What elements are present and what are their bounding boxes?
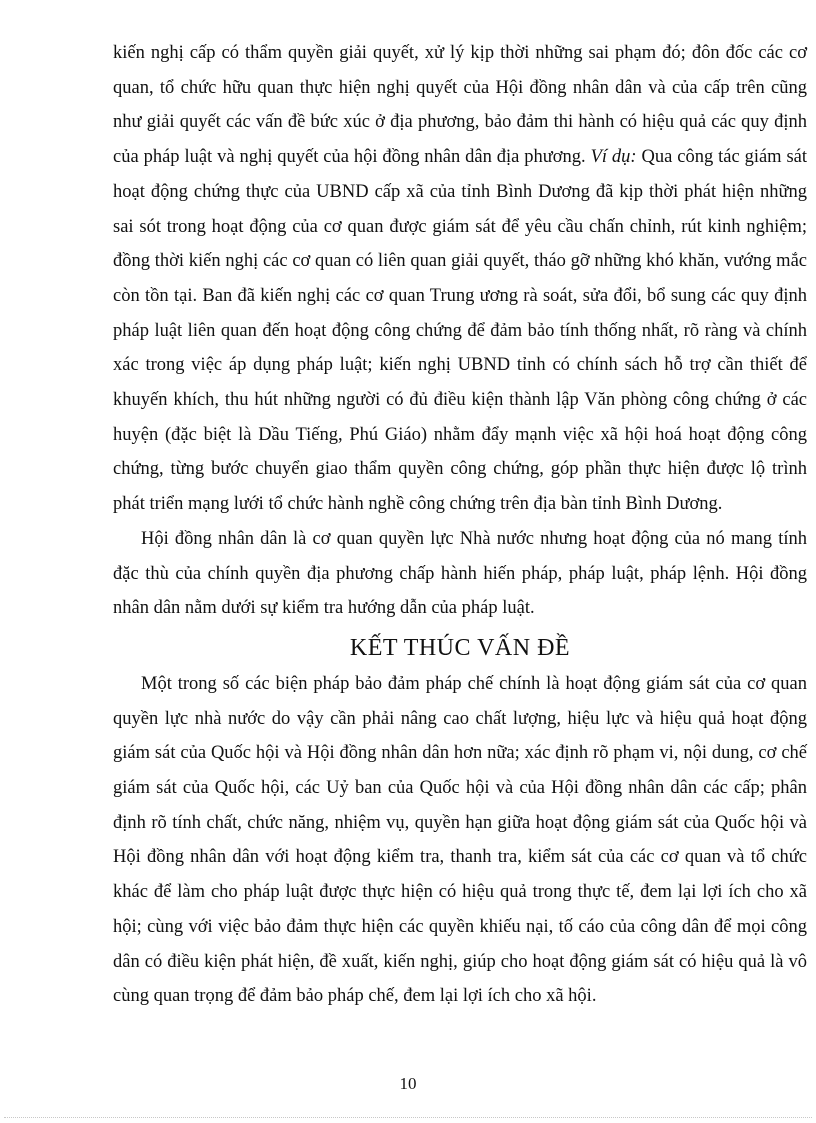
section-heading: KẾT THÚC VẤN ĐỀ	[349, 634, 571, 661]
paragraph-text: Qua công tác giám sát hoạt động chứng thực của UBND cấp xã của tỉnh Bình Dương đã kịp thời phát hiện những sai sót trong hoạt động của cơ quan được giám sát để yêu cầu chấn chỉnh, rút kinh nghiệm; đồng thời kiến nghị các cơ quan có liên quan giải quyết, tháo gỡ những khó khăn, vướng mắc còn tồn tại. Ban đã kiến nghị các cơ quan Trung ương rà soát, sửa đổi, bổ sung các quy định pháp luật liên quan đến hoạt động công chứng để đảm bảo tính thống nhất, rõ ràng và chính xác trong việc áp dụng pháp luật; kiến nghị UBND tỉnh có chính sách hỗ trợ cần thiết để khuyến khích, thu hút những người có đủ điều kiện thành lập Văn phòng công chứng ở các huyện (đặc biệt là Dầu Tiếng, Phú Giáo) nhằm đẩy mạnh việc xã hội hoá hoạt động công chứng, từng bước chuyển giao thẩm quyền công chứng, góp phần thực hiện được lộ trình phát triển mạng lưới tổ chức hành nghề công chứng trên địa bàn tỉnh Bình Dương.	[113, 147, 808, 515]
page-bottom-divider	[4, 1117, 812, 1118]
page-number: 10	[399, 1074, 417, 1093]
body-paragraph: Hội đồng nhân dân là cơ quan quyền lực Nhà nước nhưng hoạt động của nó mang tính đặc thù của chính quyền địa phương chấp hành hiến pháp, pháp luật, pháp lệnh. Hội đồng nhân dân nằm dưới sự kiểm tra hướng dẫn của pháp luật.	[113, 528, 807, 619]
body-paragraph-continued	[113, 36, 807, 522]
paragraph-text: kiến nghị cấp có thẩm quyền giải quyết, xử lý kịp thời những sai phạm đó; đôn đốc các cơ quan, tổ chức hữu quan thực hiện nghị quyết của Hội đồng nhân dân và của cấp trên cũng như giải quyết các vấn đề bức xúc ở địa phương, bảo đảm thi hành có hiệu quả các quy định của pháp luật và nghị quyết của hội đồng nhân dân địa phương.	[113, 43, 807, 168]
example-label: Ví dụ:	[590, 147, 637, 168]
document-page	[113, 36, 807, 1014]
body-paragraph: Một trong số các biện pháp bảo đảm pháp chế chính là hoạt động giám sát của cơ quan quyền lực nhà nước do vậy cần phải nâng cao chất lượng, hiệu lực và hiệu quả hoạt động giám sát của Quốc hội và Hội đồng nhân dân hơn nữa; xác định rõ phạm vi, nội dung, cơ chế giám sát của Quốc hội, các Uỷ ban của Quốc hội và của Hội đồng nhân dân các cấp; phân định rõ tính chất, chức năng, nhiệm vụ, quyền hạn giữa hoạt động giám sát của Quốc hội và Hội đồng nhân dân với hoạt động kiểm tra, thanh tra, kiểm sát của các cơ quan và tổ chức khác để làm cho pháp luật được thực hiện có hiệu quả trong thực tế, đem lại lợi ích cho xã hội; cùng với việc bảo đảm thực hiện các quyền khiếu nại, tố cáo của công dân để mọi công dân có điều kiện phát hiện, đề xuất, kiến nghị, giúp cho hoạt động giám sát có hiệu quả là vô cùng quan trọng để đảm bảo pháp chế, đem lại lợi ích cho xã hội.	[113, 673, 807, 1007]
